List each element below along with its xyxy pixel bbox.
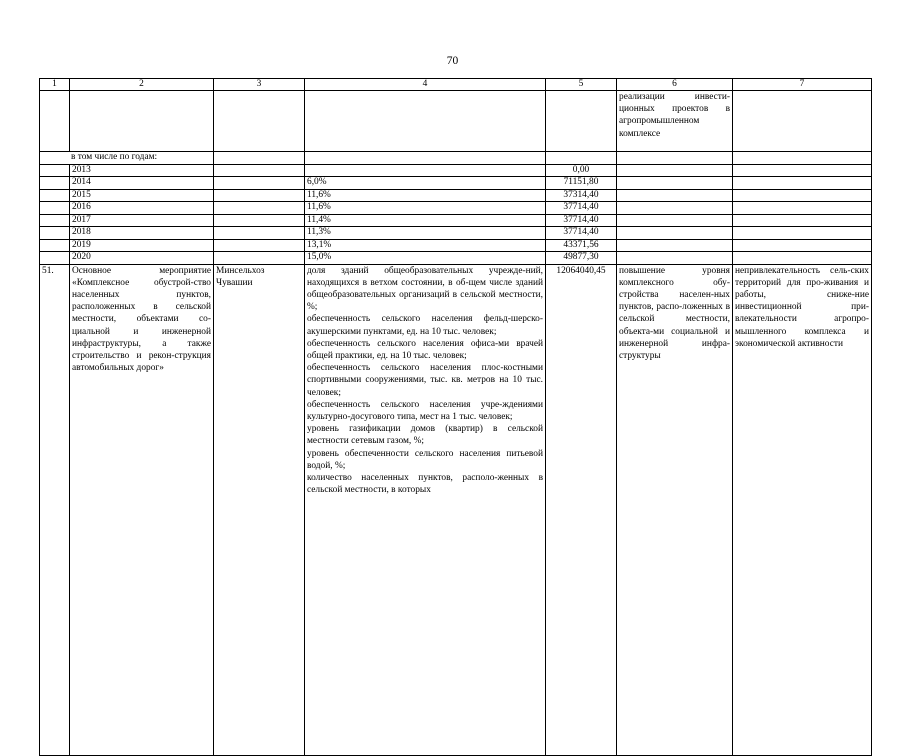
continuation-row: [40, 91, 872, 152]
year-row: [40, 164, 872, 177]
header-col-2: 2: [70, 79, 214, 91]
indicator-item: количество населенных пунктов, располо-женных в сельской местности, в которых: [307, 472, 543, 496]
year-indicator: [305, 164, 546, 177]
year-indicator: 13,1%: [305, 239, 546, 252]
year-value: 2019: [70, 239, 214, 252]
year-indicator: 11,3%: [305, 227, 546, 240]
row-51-name: Основное мероприятие «Комплексное обустрой-ство населенных пунктов, расположенных в сельской местности, объектами со-циальной и инженерной инфраструктуры, а также строительство и рекон-струкция автомобильных дорог»: [70, 264, 214, 755]
year-row: [40, 227, 872, 240]
indicator-item: обеспеченность сельского населения учре-ждениями культурно-досугового типа, мест на 1 тыс. человек;: [307, 399, 543, 422]
year-amount: 43371,56: [546, 239, 617, 252]
year-row: [40, 252, 872, 265]
year-value: 2020: [70, 252, 214, 265]
year-value: 2017: [70, 214, 214, 227]
year-value: 2013: [70, 164, 214, 177]
header-row: [40, 79, 872, 91]
years-label-row: [40, 152, 872, 165]
year-row: [40, 214, 872, 227]
year-value: 2014: [70, 177, 214, 190]
year-amount: 37714,40: [546, 202, 617, 215]
header-col-3: 3: [214, 79, 305, 91]
row-51-result: повышение уровня комплексного обу-стройства населен-ных пунктов, распо-ложенных в сельской местности, объекта-ми социальной и инженерной инфра-структуры: [617, 264, 733, 755]
row-51: [40, 264, 872, 755]
row-51-risk: непривлекательность сель-ских территорий для про-живания и работы, сниже-ние инвестиционной при-влекательности агропро-мышленного комплекса и экономической активности: [733, 264, 872, 755]
year-amount: 49877,30: [546, 252, 617, 265]
year-row: [40, 239, 872, 252]
years-label: в том числе по годам:: [40, 152, 214, 165]
year-amount: 37714,40: [546, 214, 617, 227]
year-value: 2018: [70, 227, 214, 240]
indicator-item: обеспеченность сельского населения плос-костными спортивными сооружениями, тыс. кв. метров на 10 тыс. человек;: [307, 363, 543, 398]
year-value: 2016: [70, 202, 214, 215]
year-value: 2015: [70, 189, 214, 202]
year-amount: 0,00: [546, 164, 617, 177]
program-table: [39, 78, 872, 756]
row-51-indicators: [305, 264, 546, 755]
indicator-item: обеспеченность сельского населения офиса-ми врачей общей практики, ед. на 10 тыс. человек;: [307, 338, 543, 361]
row-51-number: 51.: [40, 264, 70, 755]
year-indicator: 11,6%: [305, 202, 546, 215]
year-row: [40, 202, 872, 215]
header-col-6: 6: [617, 79, 733, 91]
year-amount: 37714,40: [546, 227, 617, 240]
year-row: [40, 189, 872, 202]
year-indicator: 15,0%: [305, 252, 546, 265]
header-col-5: 5: [546, 79, 617, 91]
year-amount: 71151,80: [546, 177, 617, 190]
header-col-1: 1: [40, 79, 70, 91]
year-indicator: 11,4%: [305, 214, 546, 227]
header-col-7: 7: [733, 79, 872, 91]
page-number: 70: [446, 55, 459, 67]
year-indicator: 6,0%: [305, 177, 546, 190]
indicator-item: доля зданий общеобразовательных учрежде-ний, находящихся в ветхом состоянии, в об-щем числе зданий общеобразовательных организаций в сельской местности, %;: [307, 265, 543, 313]
year-amount: 37314,40: [546, 189, 617, 202]
header-col-4: 4: [305, 79, 546, 91]
row-51-amount: 12064040,45: [546, 264, 617, 755]
indicator-item: уровень газификации домов (квартир) в сельской местности сетевым газом, %;: [307, 424, 543, 447]
continuation-result: реализации инвести-ционных проектов в агропромышленном комплексе: [617, 91, 733, 152]
row-51-executor: Минсельхоз Чувашии: [214, 264, 305, 755]
year-indicator: 11,6%: [305, 189, 546, 202]
indicator-item: обеспеченность сельского населения фельд-шерско-акушерскими пунктами, ед. на 10 тыс. человек;: [307, 314, 543, 337]
year-row: [40, 177, 872, 190]
indicator-item: уровень обеспеченности сельского населения питьевой водой, %;: [307, 448, 543, 471]
